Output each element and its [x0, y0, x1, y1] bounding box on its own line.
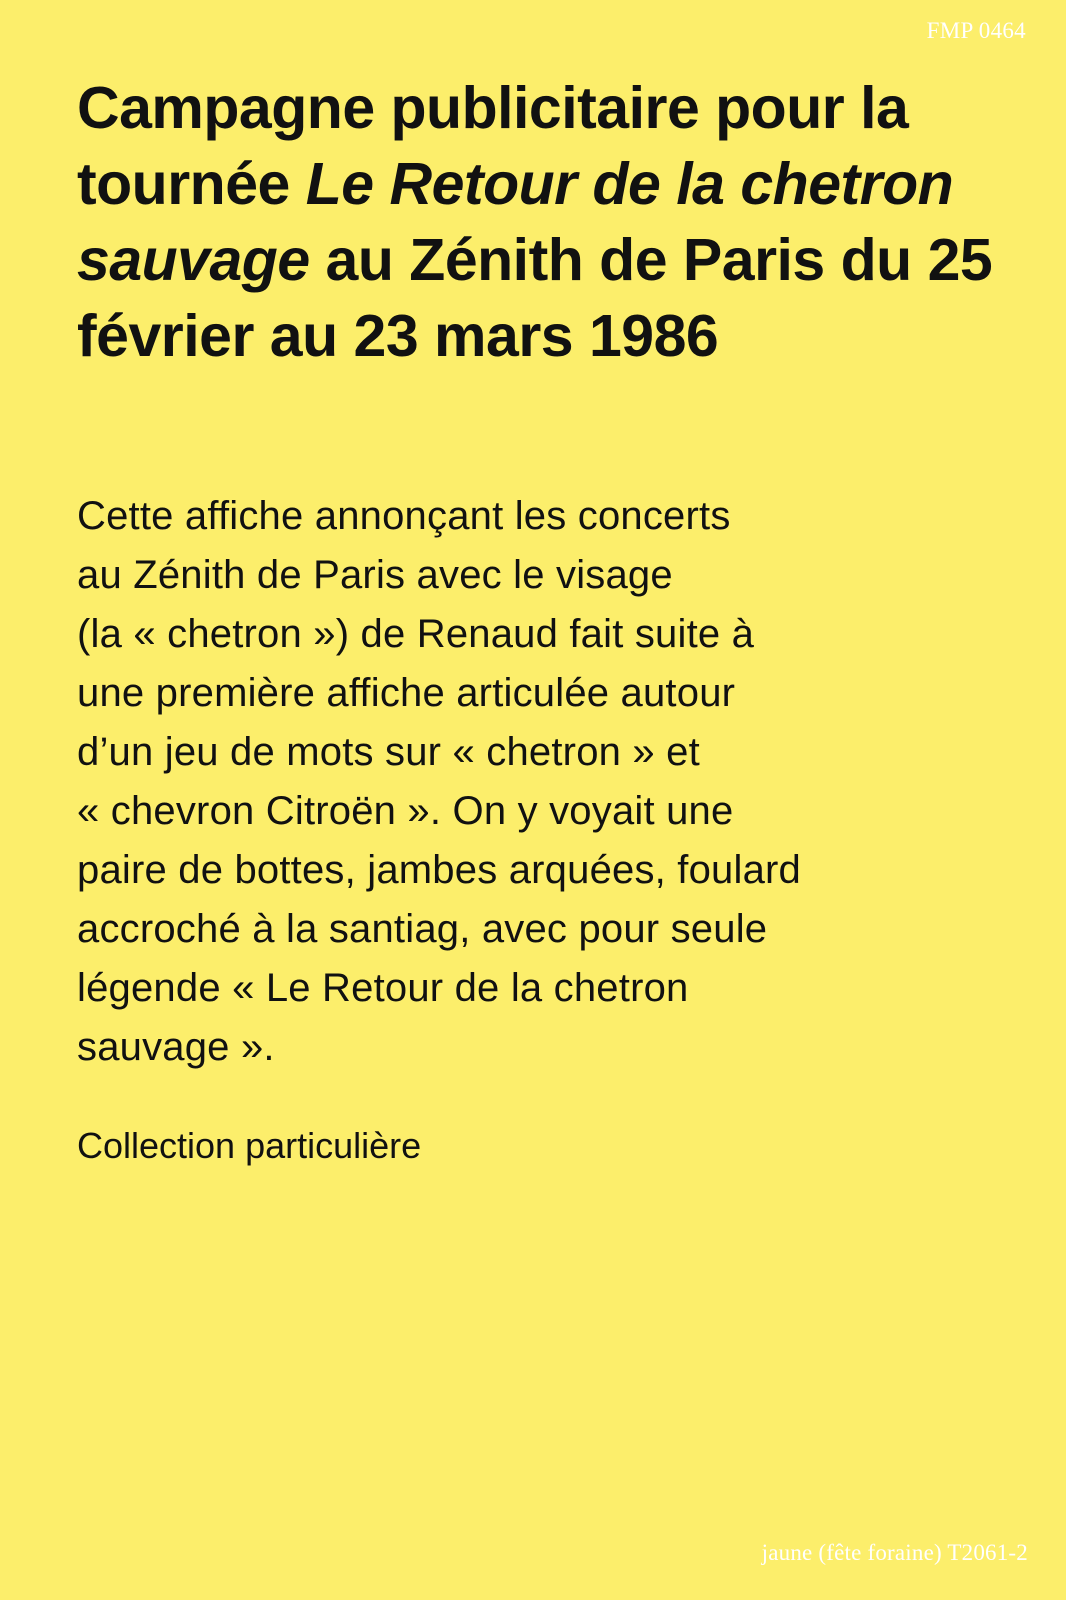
description-line: paire de bottes, jambes arquées, foulard: [77, 848, 801, 892]
title-text: Campagne publicitaire pour la tournée: [77, 75, 909, 217]
description-line: au Zénith de Paris avec le visage: [77, 553, 673, 597]
description-line: d’un jeu de mots sur « chetron » et: [77, 730, 700, 774]
description-line: légende « Le Retour de la chetron: [77, 966, 689, 1010]
page-title: [77, 70, 1007, 374]
title-work-name: Le Retour de la chetron sauvage: [77, 151, 954, 293]
description-line: « chevron Citroën ». On y voyait une: [77, 789, 734, 833]
color-reference: jaune (fête foraine) T2061-2: [761, 1540, 1028, 1565]
description-paragraph: [77, 487, 1007, 1077]
description-line: Cette affiche annonçant les concerts: [77, 494, 731, 538]
title-text-end: au Zénith de Paris du 25 février au 23 mars 1986: [77, 227, 993, 369]
reference-code: FMP 0464: [926, 18, 1026, 43]
credit-line: Collection particulière: [77, 1125, 422, 1166]
description-line: une première affiche articulée autour: [77, 671, 736, 715]
description-line: sauvage ».: [77, 1025, 275, 1069]
description-line: accroché à la santiag, avec pour seule: [77, 907, 768, 951]
description-line: (la « chetron ») de Renaud fait suite à: [77, 612, 755, 656]
